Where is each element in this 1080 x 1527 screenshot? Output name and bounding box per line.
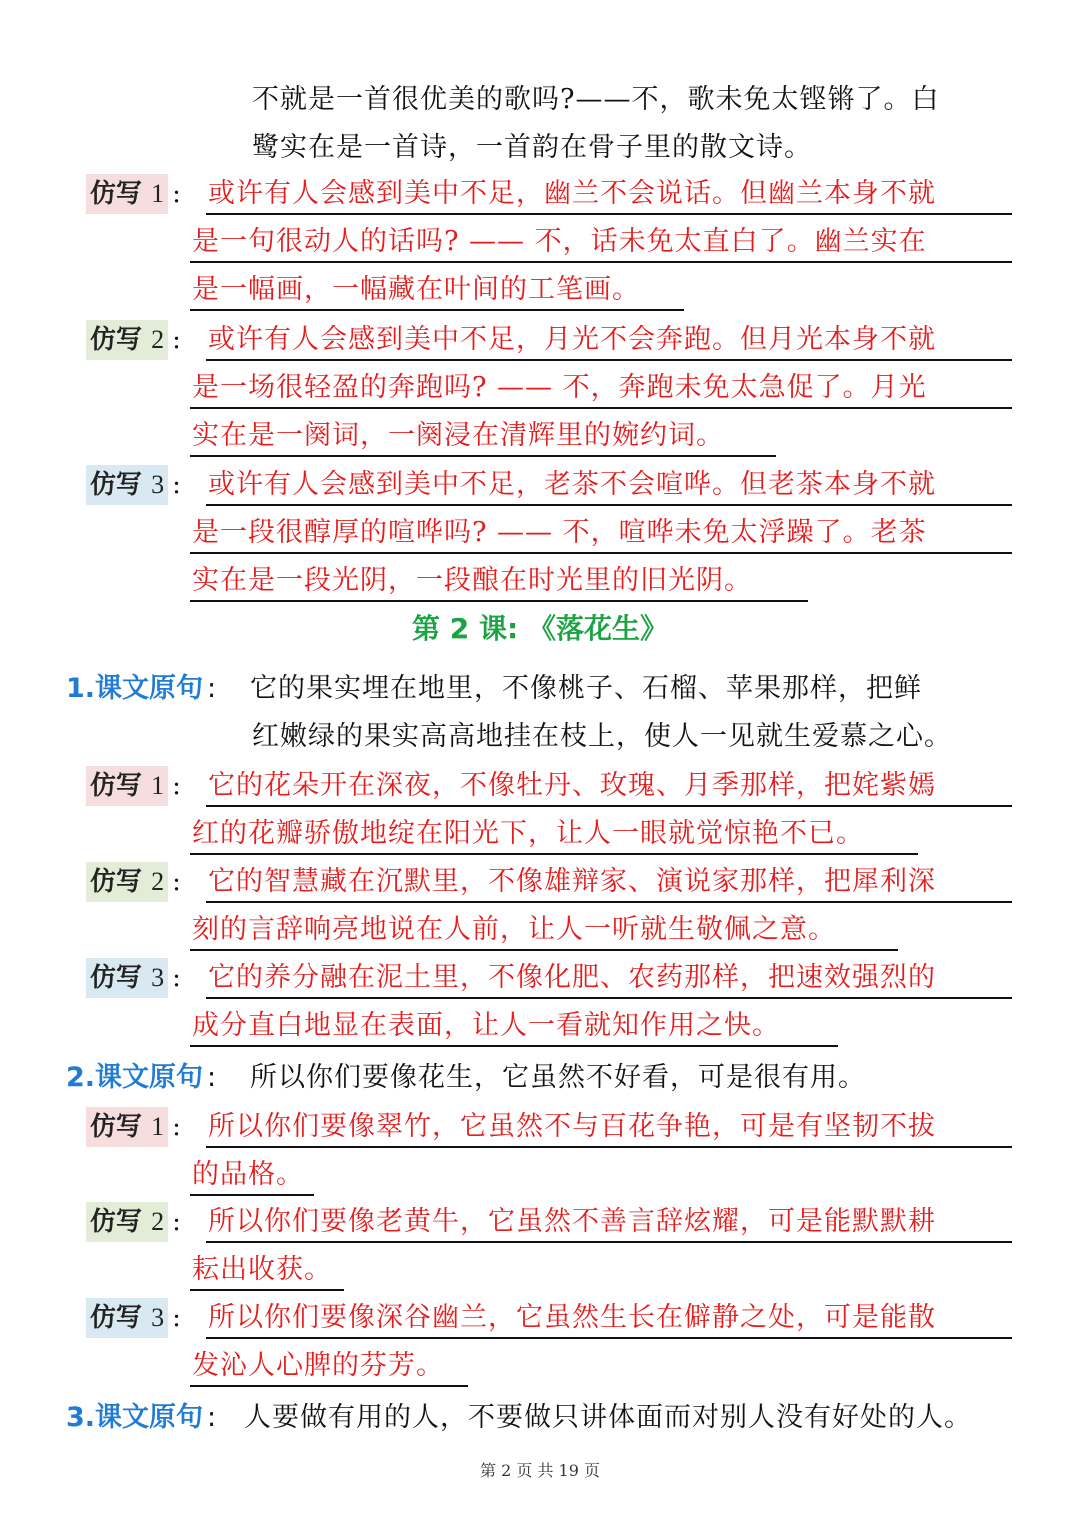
answer-underline <box>190 600 808 602</box>
original-sentence-line: 不就是一首很优美的歌吗?——不，歌未免太铿锵了。白 <box>252 84 940 115</box>
original-sentence-line: 红嫩绿的果实高高地挂在枝上，使人一见就生爱慕之心。 <box>252 721 952 752</box>
original-sentence-line: 人要做有用的人，不要做只讲体面而对别人没有好处的人。 <box>244 1402 972 1433</box>
imitation-answer-line: 所以你们要像深谷幽兰，它虽然生长在僻静之处，可是能散 <box>208 1302 936 1333</box>
section-heading-2: 2.课文原句 : <box>66 1062 217 1093</box>
imitation-answer-line: 是一段很醇厚的喧哗吗? —— 不，喧哗未免太浮躁了。老茶 <box>192 517 927 548</box>
answer-underline <box>206 213 1012 215</box>
imitation-answer-line: 成分直白地显在表面，让人一看就知作用之快。 <box>192 1010 780 1041</box>
imitation-answer-line: 是一句很动人的话吗? —— 不，话未免太直白了。幽兰实在 <box>192 226 927 257</box>
imitation-label-3: 仿写 3 : <box>86 465 168 505</box>
imitation-answer-line: 它的养分融在泥土里，不像化肥、农药那样，把速效强烈的 <box>208 962 936 993</box>
imitation-label-3: 仿写 3 : <box>86 1298 168 1338</box>
answer-underline <box>190 1194 314 1196</box>
original-sentence-line: 鹭实在是一首诗，一首韵在骨子里的散文诗。 <box>252 132 812 163</box>
answer-underline <box>190 1045 838 1047</box>
answer-underline <box>206 359 1012 361</box>
imitation-label-2: 仿写 2 : <box>86 862 168 902</box>
answer-underline <box>190 309 684 311</box>
imitation-label-2: 仿写 2 : <box>86 320 168 360</box>
imitation-label-3: 仿写 3 : <box>86 958 168 998</box>
answer-underline <box>206 997 1012 999</box>
original-sentence-line: 它的果实埋在地里，不像桃子、石榴、苹果那样，把鲜 <box>250 673 922 704</box>
answer-underline <box>190 949 898 951</box>
imitation-answer-line: 实在是一段光阴，一段酿在时光里的旧光阴。 <box>192 565 752 596</box>
imitation-label-1: 仿写 1 : <box>86 1107 168 1147</box>
answer-underline <box>206 504 1012 506</box>
imitation-label-1: 仿写 1 : <box>86 174 168 214</box>
imitation-answer-line: 刻的言辞响亮地说在人前，让人一听就生敬佩之意。 <box>192 914 836 945</box>
imitation-answer-line: 红的花瓣骄傲地绽在阳光下，让人一眼就觉惊艳不已。 <box>192 818 864 849</box>
answer-underline <box>206 1241 1012 1243</box>
answer-underline <box>206 901 1012 903</box>
imitation-answer-line: 发沁人心脾的芬芳。 <box>192 1350 444 1381</box>
section-heading-1: 1.课文原句 : <box>66 673 217 704</box>
imitation-answer-line: 或许有人会感到美中不足，月光不会奔跑。但月光本身不就 <box>208 324 936 355</box>
imitation-answer-line: 是一幅画，一幅藏在叶间的工笔画。 <box>192 274 640 305</box>
imitation-answer-line: 实在是一阕词，一阕浸在清辉里的婉约词。 <box>192 420 724 451</box>
imitation-answer-line: 的品格。 <box>192 1159 304 1190</box>
answer-underline <box>206 1337 1012 1339</box>
imitation-answer-line: 它的智慧藏在沉默里，不像雄辩家、演说家那样，把犀利深 <box>208 866 936 897</box>
original-sentence-line: 所以你们要像花生，它虽然不好看，可是很有用。 <box>250 1062 866 1093</box>
imitation-answer-line: 耘出收获。 <box>192 1254 332 1285</box>
answer-underline <box>190 1385 468 1387</box>
imitation-label-2: 仿写 2 : <box>86 1202 168 1242</box>
lesson-title: 第 2 课: 《落花生》 <box>412 612 668 645</box>
imitation-answer-line: 或许有人会感到美中不足，幽兰不会说话。但幽兰本身不就 <box>208 178 936 209</box>
answer-underline <box>190 261 1012 263</box>
imitation-answer-line: 是一场很轻盈的奔跑吗? —— 不，奔跑未免太急促了。月光 <box>192 372 927 403</box>
imitation-label-1: 仿写 1 : <box>86 766 168 806</box>
imitation-answer-line: 或许有人会感到美中不足，老茶不会喧哗。但老茶本身不就 <box>208 469 936 500</box>
imitation-answer-line: 所以你们要像老黄牛，它虽然不善言辞炫耀，可是能默默耕 <box>208 1206 936 1237</box>
answer-underline <box>190 552 1012 554</box>
imitation-answer-line: 它的花朵开在深夜，不像牡丹、玫瑰、月季那样，把姹紫嫣 <box>208 770 936 801</box>
answer-underline <box>206 1146 1012 1148</box>
section-heading-3: 3.课文原句 : <box>66 1402 217 1433</box>
page-number-footer: 第 2 页 共 19 页 <box>480 1461 600 1480</box>
imitation-answer-line: 所以你们要像翠竹，它虽然不与百花争艳，可是有坚韧不拔 <box>208 1111 936 1142</box>
answer-underline <box>190 853 918 855</box>
answer-underline <box>190 1289 344 1291</box>
answer-underline <box>190 455 776 457</box>
answer-underline <box>190 407 1012 409</box>
answer-underline <box>206 805 1012 807</box>
